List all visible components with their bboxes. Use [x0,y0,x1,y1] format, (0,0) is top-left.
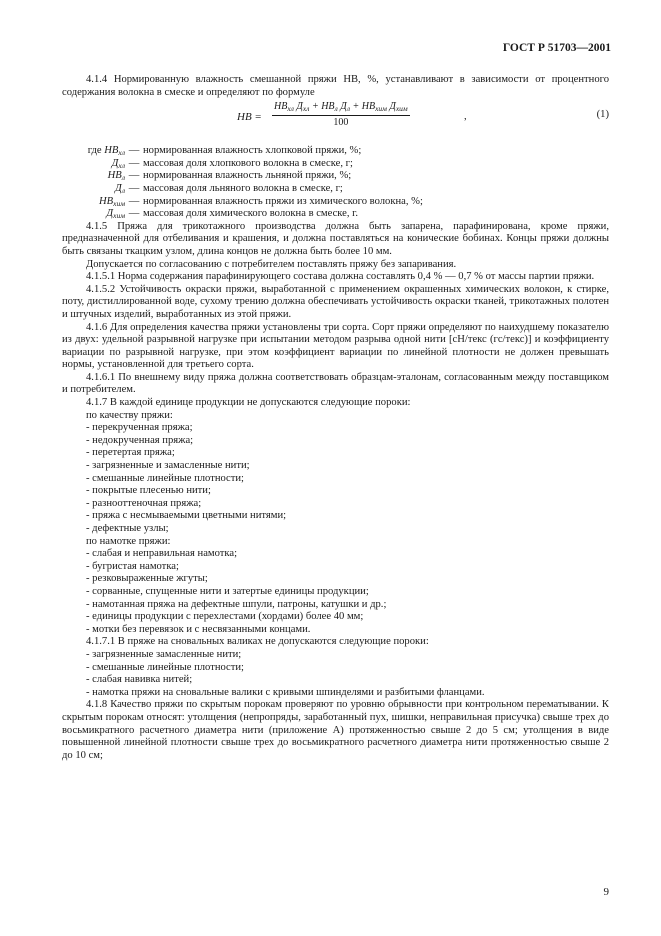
list-item: - намотанная пряжа на дефектные шпули, патроны, катушки и др.; [86,598,387,610]
formula-legend [62,145,423,221]
legend-text: массовая доля льняного волокна в смеске, г; [143,182,343,194]
list-item: - разнооттеночная пряжа; [86,497,202,509]
legend-symbol: где $НВ_{хл}$ [87,145,125,158]
list-item: - перетертая пряжа; [86,447,175,459]
paragraph-4-1-6-1: 4.1.6.1 По внешнему виду пряжа должна соответствовать образцам-эталонам, согласованным между поставщиком и потребителем. [62,371,609,396]
formula-fraction [272,101,410,129]
paragraph-4-1-4: 4.1.4 Нормированную влажность смешанной пряжи НВ, %, устанавливают в зависимости от процентного содержания волокна в смеске и определяют по формуле [62,74,609,98]
list-item: - бугристая намотка; [86,560,179,572]
list-item: - слабая навивка нитей; [86,674,193,686]
legend-text: нормированная влажность льняной пряжи, %; [143,170,352,182]
legend-dash: — [128,195,140,207]
list-item: - загрязненные и замасленные нити; [86,460,250,472]
formula-lhs: НВ = [237,111,262,124]
formula-number: (1) [596,109,609,121]
list-item: - слабая и неправильная намотка; [86,548,238,560]
paragraph-4-1-5-note: Допускается по согласованию с потребителем поставлять пряжу без запаривания. [86,258,457,270]
legend-symbol: $НВ_{хим}$ [99,195,125,208]
list-item: - смешанные линейные плотности; [86,472,245,484]
formula-comma: , [464,111,467,123]
list-item: - сорванные, спущенные нити и затертые единицы продукции; [86,585,369,597]
legend-row [62,158,423,171]
paragraph-4-1-5: 4.1.5 Пряжа для трикотажного производства должна быть запарена, парафинирована, кроме пряжи, предназначенной для отбеливания и крашения, и должна поставляться на конические бобинах. Концы пряжи должны быть связаны ткацким узлом, длина концов не должна быть более 10 мм. [62,220,609,257]
legend-dash: — [128,208,140,220]
legend-text: массовая доля химического волокна в смеске, г. [143,208,358,220]
list-item: - намотка пряжи на сновальные валики с кривыми шпинделями и разбитыми фланцами. [86,686,485,698]
defects-quality-title: по качеству пряжи: [86,409,173,421]
legend-text: нормированная влажность хлопковой пряжи, %; [143,145,362,157]
page-content [62,74,609,762]
list-item: - резковыраженные жгуты; [86,573,208,585]
legend-symbol: $НВ_л$ [107,170,125,183]
legend-symbol: $Д_л$ [114,182,125,195]
formula-1 [62,101,609,135]
defects-winding-list [62,548,609,636]
legend-symbol: $Д_{хим}$ [106,208,125,221]
legend-text: нормированная влажность пряжи из химического волокна, %; [143,195,423,207]
legend-row [62,170,423,183]
list-item: - перекрученная пряжа; [86,422,193,434]
defects-quality-list [62,422,609,535]
paragraph-4-1-8: 4.1.8 Качество пряжи по скрытым порокам проверяют по уровню обрывности при контрольном перематывании. К скрытым порокам относят: утолщения (непропряды, заработанный пух, шишки, неправильная присучка) свыше трех до восьмикратного расчетного диаметра нити (приложение А) протяженностью свыше 2 до 5 см; утолщения в виде повышенной линейной плотности свыше трех до восьмикратного расчетного диаметра нити протяженностью свыше 2 до 10 см; [62,699,609,761]
formula-numerator-text: $НВ_{хл}$ $Д_{хл} + НВ_л$ $Д_л + НВ_{хим}$ $Д_{хим}$ [274,101,408,114]
list-item: - смешанные линейные плотности; [86,661,245,673]
legend-text: массовая доля хлопкового волокна в смеске, г; [143,157,353,169]
list-item: - мотки без перевязок и с несвязанными концами. [86,623,311,635]
list-item: - покрытые плесенью нити; [86,485,211,497]
legend-row [62,196,423,209]
list-item: - единицы продукции с перехлестами (хордами) более 40 мм; [86,611,364,623]
paragraph-4-1-5-2: 4.1.5.2 Устойчивость окраски пряжи, выработанной с применением окрашенных химических волокон, к стирке, поту, дистиллированной воде, сухому трению должна обеспечивать устойчивость окраски тканей, трикотажных полотен и штучных изделий, выработанных из этой пряжи. [62,283,609,320]
legend-prefix: где [87,145,105,157]
paragraph-4-1-7-1: 4.1.7.1 В пряже на сновальных валиках не допускаются следующие пороки: [86,636,429,648]
list-item: - пряжа с несмываемыми цветными нитями; [86,510,287,522]
legend-row [62,183,423,196]
defects-winding-title: по намотке пряжи: [86,535,171,547]
legend-row [62,208,423,221]
list-item: - загрязненные замасленные нити; [86,648,242,660]
page-number: 9 [603,886,609,898]
list-item: - дефектные узлы; [86,523,169,534]
list-item: - недокрученная пряжа; [86,434,194,446]
legend-dash: — [128,157,140,169]
legend-dash: — [128,170,140,182]
legend-symbol: $Д_{хл}$ [111,157,125,170]
legend-dash: — [128,145,140,157]
formula-numerator [272,101,410,116]
paragraph-4-1-7: 4.1.7 В каждой единице продукции не допускаются следующие пороки: [86,397,411,409]
legend-row [62,145,423,158]
formula-denominator: 100 [333,116,349,128]
paragraph-4-1-6: 4.1.6 Для определения качества пряжи установлены три сорта. Сорт пряжи определяют по наихудшему показателю из двух: удельной разрывной нагрузке при испытании методом разрыва одной нити [сН/текс (гс/текс)] и коэффициенту вариации по разрывной нагрузке, при этом коэффициент вариации по линейной плотности не должен превышать нормы, установленной для третьего сорта. [62,321,609,371]
paragraph-4-1-5-1: 4.1.5.1 Норма содержания парафинирующего состава должна составлять 0,4 % — 0,7 % от массы партии пряжи. [86,271,595,283]
standard-header: ГОСТ Р 51703—2001 [502,42,611,54]
defects-beam-list [62,649,609,699]
legend-dash: — [128,182,140,194]
